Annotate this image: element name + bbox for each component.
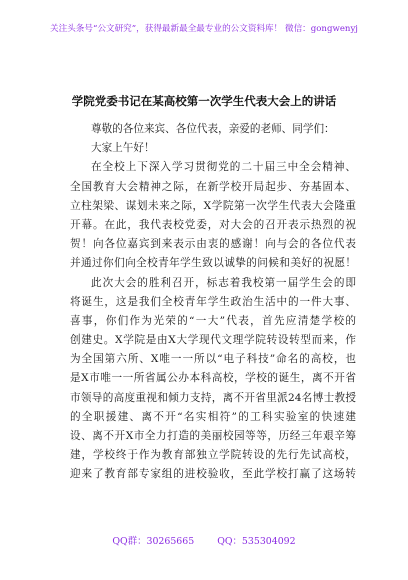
body-line: 并通过你们向全校青年学生致以诚挚的问候和美好的祝愿！ <box>70 257 356 270</box>
contact-footer <box>0 533 408 547</box>
body-line: 建，学校终于作为教育部独立学院转设的先行先试高校， <box>70 449 356 462</box>
body-line: 将诞生，这是我们全校青年学生政治生活中的一件大事、 <box>70 295 356 308</box>
body-line: 在全校上下深入学习贯彻党的二十届三中全会精神、 <box>91 161 356 174</box>
document-title: 学院党委书记在某高校第一次学生代表大会上的讲话 <box>71 94 337 108</box>
body-line: 市领导的高度重视和倾力支持，离不开省里派24名博士教授 <box>70 391 356 404</box>
document-body <box>70 120 356 485</box>
body-line: 全国教育大会精神之际，在新学校开局起步、夯基固本、 <box>70 180 356 193</box>
body-line: 迎来了教育部专家组的进校验收，至此学校打赢了这场转 <box>70 468 356 481</box>
body-line: 立柱架梁、谋划未来之际，X学院第一次学生代表大会隆重 <box>70 199 356 212</box>
body-line: 开幕。在此，我代表校党委，对大会的召开表示热烈的祝 <box>70 218 356 231</box>
body-line: 此次大会的胜利召开，标志着我校第一届学生会的即 <box>91 276 356 289</box>
qq-number: QQ：535304092 <box>217 536 296 547</box>
body-line: 的全职援建、离不开“名实相符”的工科实验室的快速建 <box>70 410 356 423</box>
body-line: 尊敬的各位来宾、各位代表，亲爱的老师、同学们： <box>91 123 335 135</box>
promo-header: 关注头条号“公文研究”，获得最新最全最专业的公文资料库！ 微信：gongwenyj <box>50 24 358 34</box>
body-line: 喜事，你们作为光荣的“一大”代表，首先应清楚学校的 <box>70 314 356 327</box>
body-line: 为全国第六所、X唯一一所以“电子科技”命名的高校，也 <box>70 353 356 366</box>
body-line: 是X市唯一一所省属公办本科高校，学校的诞生，离不开省 <box>70 372 356 385</box>
body-line: 创建史。X学院是由X大学现代文理学院转设转型而来，作 <box>70 334 356 347</box>
body-line: 设、离不开X市全力打造的美丽校园等等，历经三年艰辛筹 <box>70 430 356 442</box>
body-line: 大家上午好！ <box>91 142 155 155</box>
body-line: 贺！向各位嘉宾到来表示由衷的感谢！向与会的各位代表 <box>70 238 356 251</box>
qq-group: QQ群：30265665 <box>112 536 195 547</box>
